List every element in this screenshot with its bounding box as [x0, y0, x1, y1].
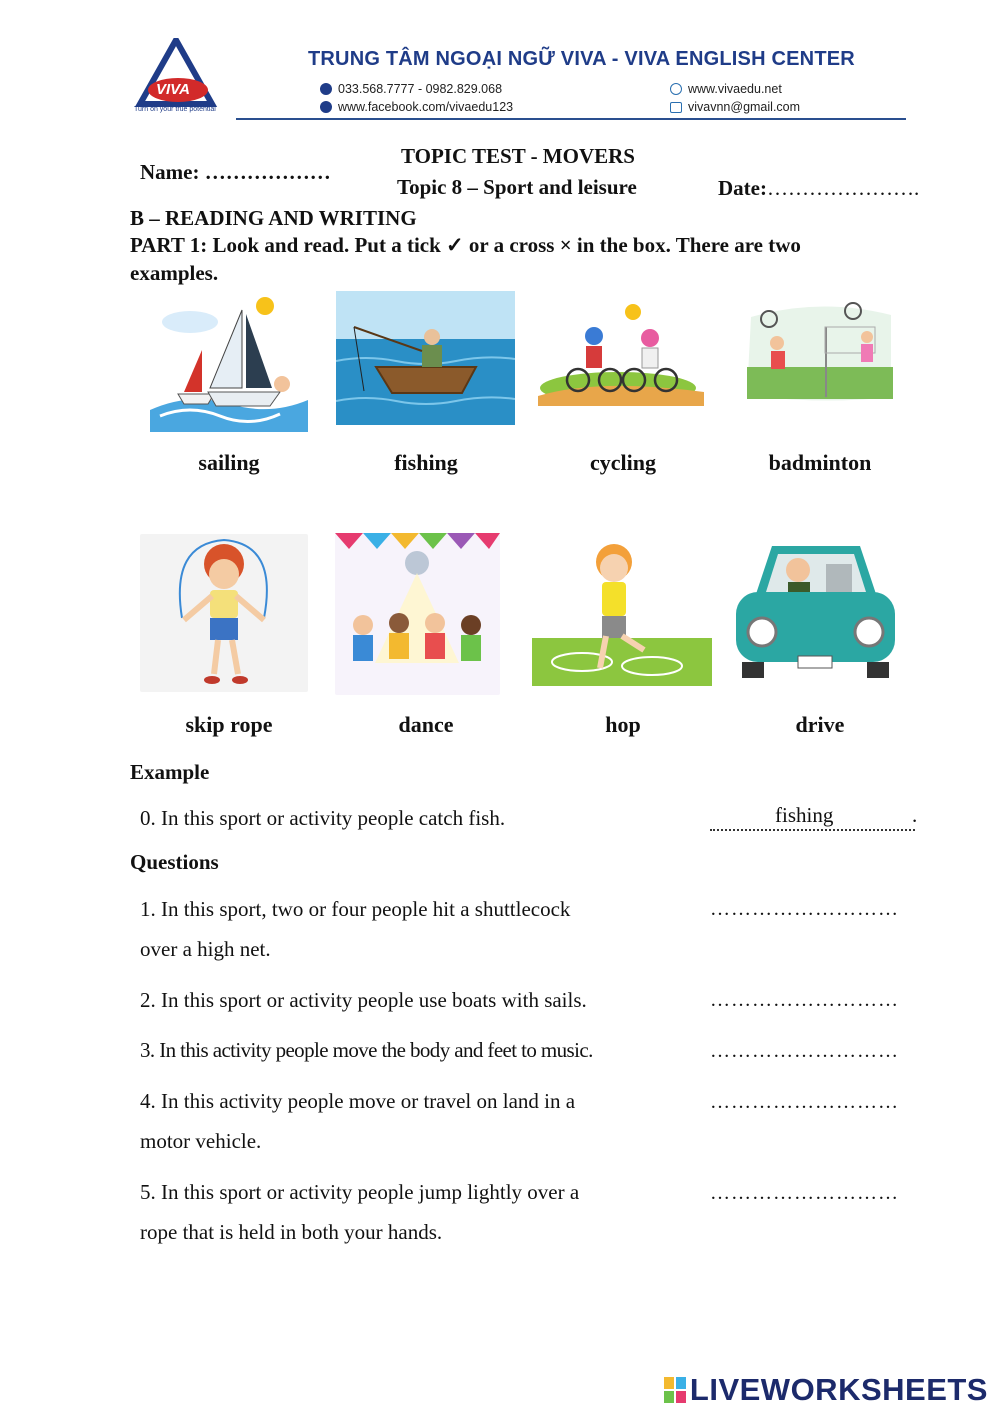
caption-skip-rope: skip rope — [185, 712, 273, 737]
caption-badminton: badminton — [768, 450, 872, 475]
viva-logo — [134, 38, 218, 116]
question-5 — [140, 1172, 680, 1252]
globe-icon — [670, 83, 682, 95]
caption-sailing: sailing — [198, 450, 260, 475]
email-text: vivavnn@gmail.com — [688, 100, 801, 114]
example-answer-field — [710, 803, 918, 831]
example-text: 0. In this sport or activity people catch fish. — [140, 806, 506, 830]
answer-field-5[interactable]: ……………………… — [710, 1182, 899, 1204]
question-4-line2: motor vehicle. — [140, 1129, 262, 1153]
liveworksheets-text: LIVEWORKSHEETS — [689, 1372, 988, 1407]
test-title: TOPIC TEST - MOVERS — [401, 144, 635, 168]
example-heading: Example — [130, 760, 210, 784]
cycling-icon — [538, 296, 704, 406]
date-label: Date: — [718, 176, 767, 200]
skip-rope-icon — [140, 534, 308, 692]
test-subtitle: Topic 8 – Sport and leisure — [397, 175, 637, 199]
liveworksheets-logo[interactable] — [664, 1372, 988, 1408]
website-text: www.vivaedu.net — [688, 82, 782, 96]
name-field[interactable]: Name: ……………… — [140, 160, 331, 184]
question-2-line1: 2. In this sport or activity people use boats with sails. — [140, 988, 587, 1012]
mail-icon — [670, 102, 682, 113]
question-1-line2: over a high net. — [140, 937, 271, 961]
sailing-icon — [150, 292, 308, 432]
logo-slogan: Turn on your true potential — [134, 106, 216, 113]
drive-icon — [732, 536, 899, 680]
question-5-line1: 5. In this sport or activity people jump lightly over a — [140, 1180, 580, 1204]
website-line — [670, 82, 782, 96]
answer-field-2[interactable]: ……………………… — [710, 989, 899, 1011]
answer-field-4[interactable]: ……………………… — [710, 1091, 899, 1113]
question-4 — [140, 1081, 680, 1161]
question-4-line1: 4. In this activity people move or travel on land in a — [140, 1089, 576, 1113]
email-line — [670, 100, 800, 114]
caption-cycling: cycling — [590, 450, 656, 475]
caption-dance: dance — [398, 712, 454, 737]
part-instruction-line1: PART 1: Look and read. Put a tick ✓ or a cross × in the box. There are two — [130, 233, 801, 257]
question-3 — [140, 1030, 700, 1070]
phone-line — [320, 82, 502, 96]
date-field[interactable] — [718, 176, 919, 201]
question-1 — [140, 889, 680, 969]
question-1-line1: 1. In this sport, two or four people hit a shuttlecock — [140, 897, 571, 921]
answer-field-1[interactable]: ……………………… — [710, 898, 899, 920]
questions-heading: Questions — [130, 850, 219, 874]
fishing-icon — [336, 291, 515, 425]
logo-text: VIVA — [156, 81, 190, 98]
example-answer-end: . — [912, 803, 918, 827]
caption-fishing: fishing — [394, 450, 458, 475]
hop-icon — [532, 532, 712, 688]
dance-icon — [335, 533, 500, 695]
liveworksheets-mark-icon — [664, 1377, 686, 1403]
question-2 — [140, 980, 680, 1020]
badminton-icon — [741, 297, 899, 405]
facebook-text: www.facebook.com/vivaedu123 — [338, 100, 514, 114]
date-dots: …………………. — [766, 176, 920, 200]
header-banner — [130, 36, 906, 122]
caption-drive: drive — [795, 712, 845, 737]
banner-divider — [236, 118, 906, 120]
facebook-line — [320, 100, 513, 114]
caption-hop: hop — [605, 712, 641, 737]
part-instruction-line2: examples. — [130, 261, 219, 285]
section-heading: B – READING AND WRITING — [130, 206, 417, 230]
question-5-line2: rope that is held in both your hands. — [140, 1220, 443, 1244]
example-answer: fishing — [775, 803, 834, 827]
center-name: TRUNG TÂM NGOẠI NGỮ VIVA - VIVA ENGLISH CENTER — [308, 48, 855, 70]
phone-icon — [320, 83, 332, 95]
question-3-line1: 3. In this activity people move the body and feet to music. — [140, 1038, 593, 1062]
facebook-icon — [320, 101, 332, 113]
answer-field-3[interactable]: ……………………… — [710, 1040, 899, 1062]
phone-text: 033.568.7777 - 0982.829.068 — [338, 82, 503, 96]
